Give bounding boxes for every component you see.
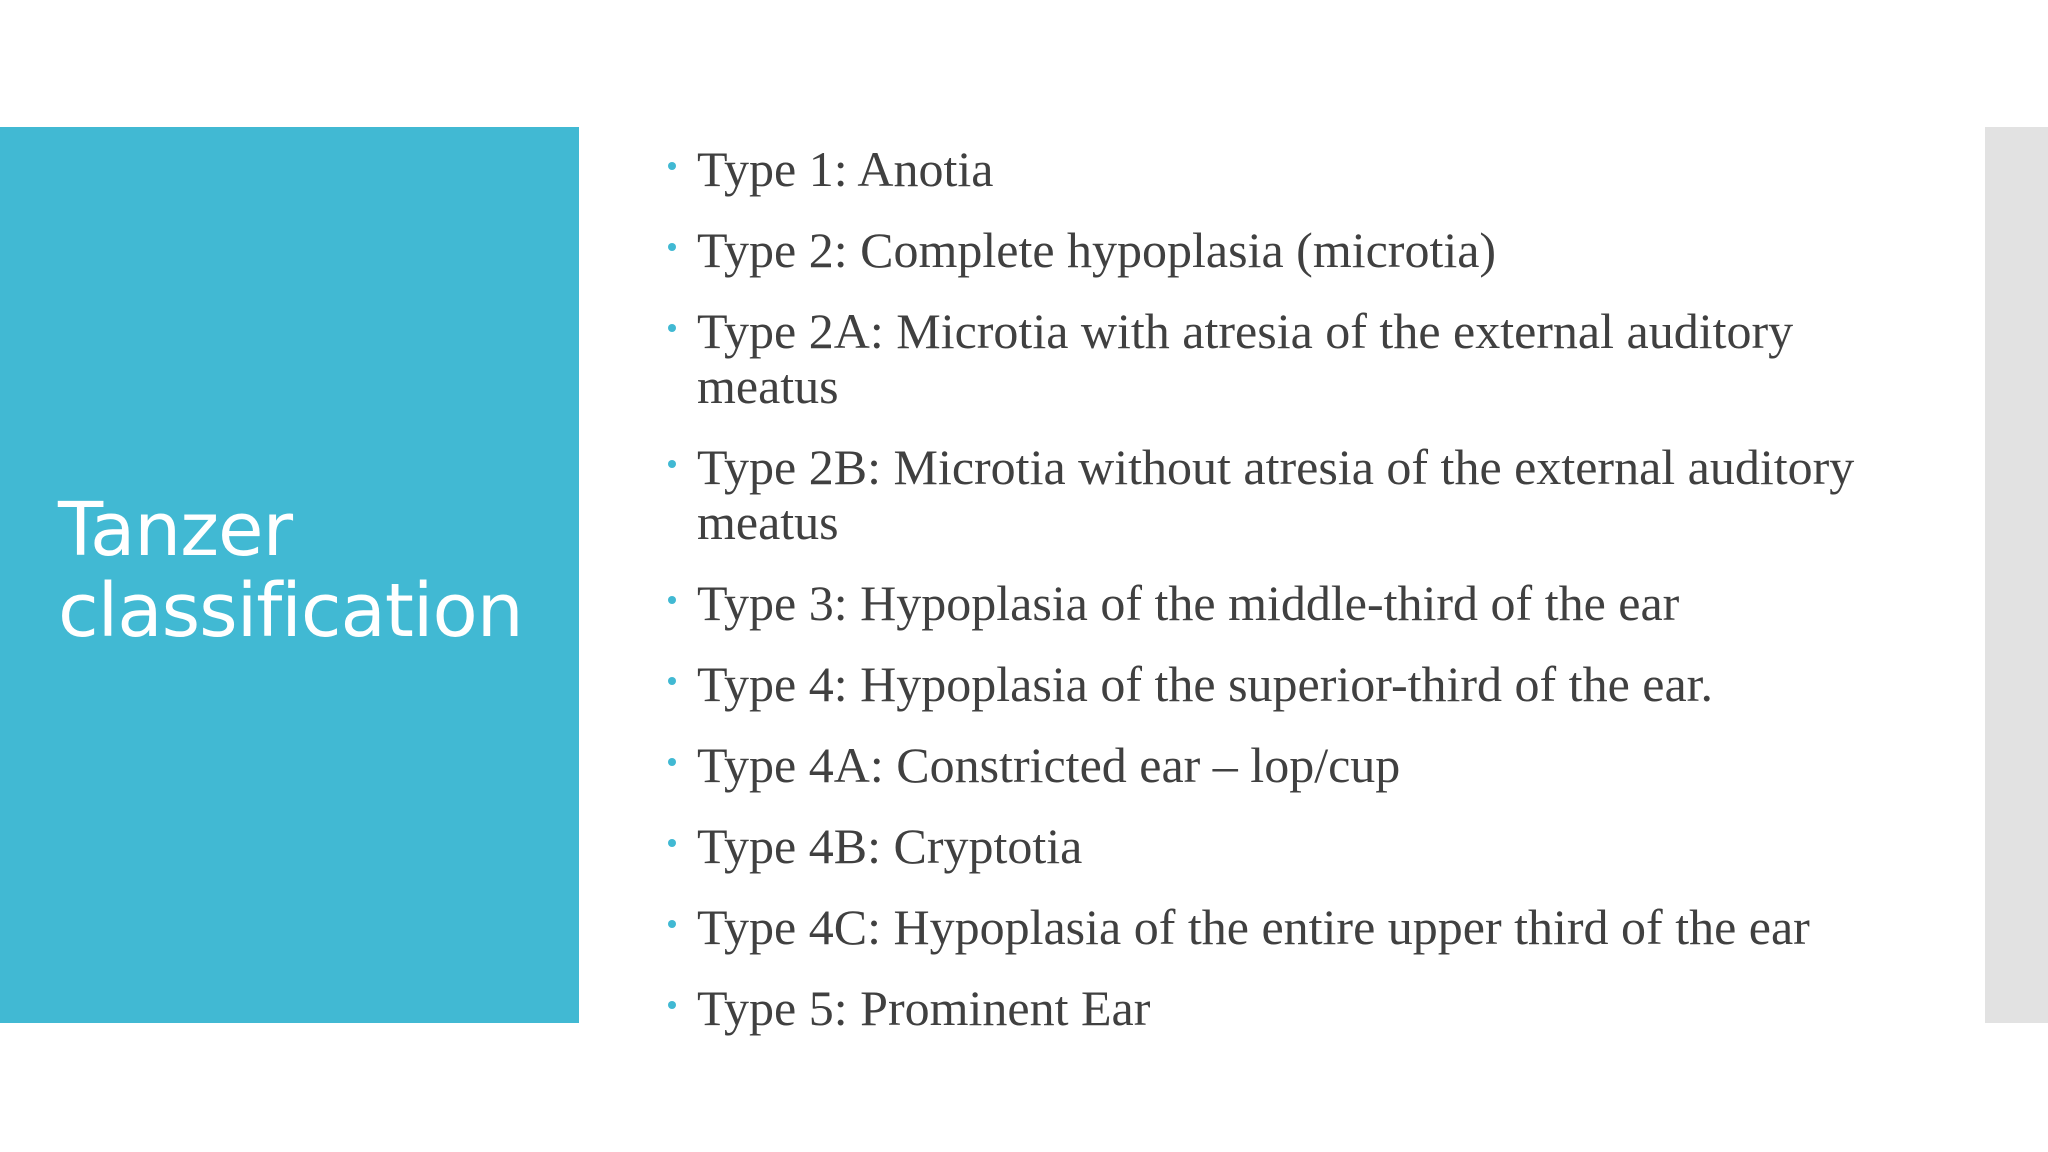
bullet-text: Type 2: Complete hypoplasia (microtia): [697, 222, 1497, 278]
bullet-text: Type 4C: Hypoplasia of the entire upper third of the ear: [697, 899, 1810, 955]
bullet-item: [666, 819, 1946, 874]
bullet-item: [666, 304, 1946, 414]
bullet-item: [666, 981, 1946, 1036]
bullet-text: Type 5: Prominent Ear: [697, 980, 1151, 1036]
bullet-text: Type 4B: Cryptotia: [697, 818, 1083, 874]
bullet-text: Type 1: Anotia: [697, 141, 994, 197]
bullet-item: [666, 900, 1946, 955]
bullet-icon: [668, 920, 676, 928]
bullet-item: [666, 738, 1946, 793]
bullet-icon: [668, 324, 676, 332]
bullet-item: [666, 223, 1946, 278]
bullet-item: [666, 440, 1946, 550]
bullet-text: Type 2B: Microtia without atresia of the external auditory meatus: [697, 439, 1855, 550]
bullet-text: Type 3: Hypoplasia of the middle-third of the ear: [697, 575, 1680, 631]
bullet-item: [666, 576, 1946, 631]
bullet-item: [666, 142, 1946, 197]
bullet-icon: [668, 243, 676, 251]
bullet-icon: [668, 162, 676, 170]
bullet-list: [666, 142, 1946, 1062]
bullet-icon: [668, 596, 676, 604]
bullet-icon: [668, 460, 676, 468]
bullet-text: Type 4: Hypoplasia of the superior-third of the ear.: [697, 656, 1714, 712]
bullet-text: Type 4A: Constricted ear – lop/cup: [697, 737, 1401, 793]
bullet-item: [666, 657, 1946, 712]
right-accent-bar: [1985, 127, 2048, 1023]
bullet-text: Type 2A: Microtia with atresia of the external auditory meatus: [697, 303, 1794, 414]
slide-title: Tanzer classification: [58, 487, 523, 654]
bullet-icon: [668, 758, 676, 766]
bullet-icon: [668, 677, 676, 685]
bullet-icon: [668, 839, 676, 847]
bullet-icon: [668, 1001, 676, 1009]
